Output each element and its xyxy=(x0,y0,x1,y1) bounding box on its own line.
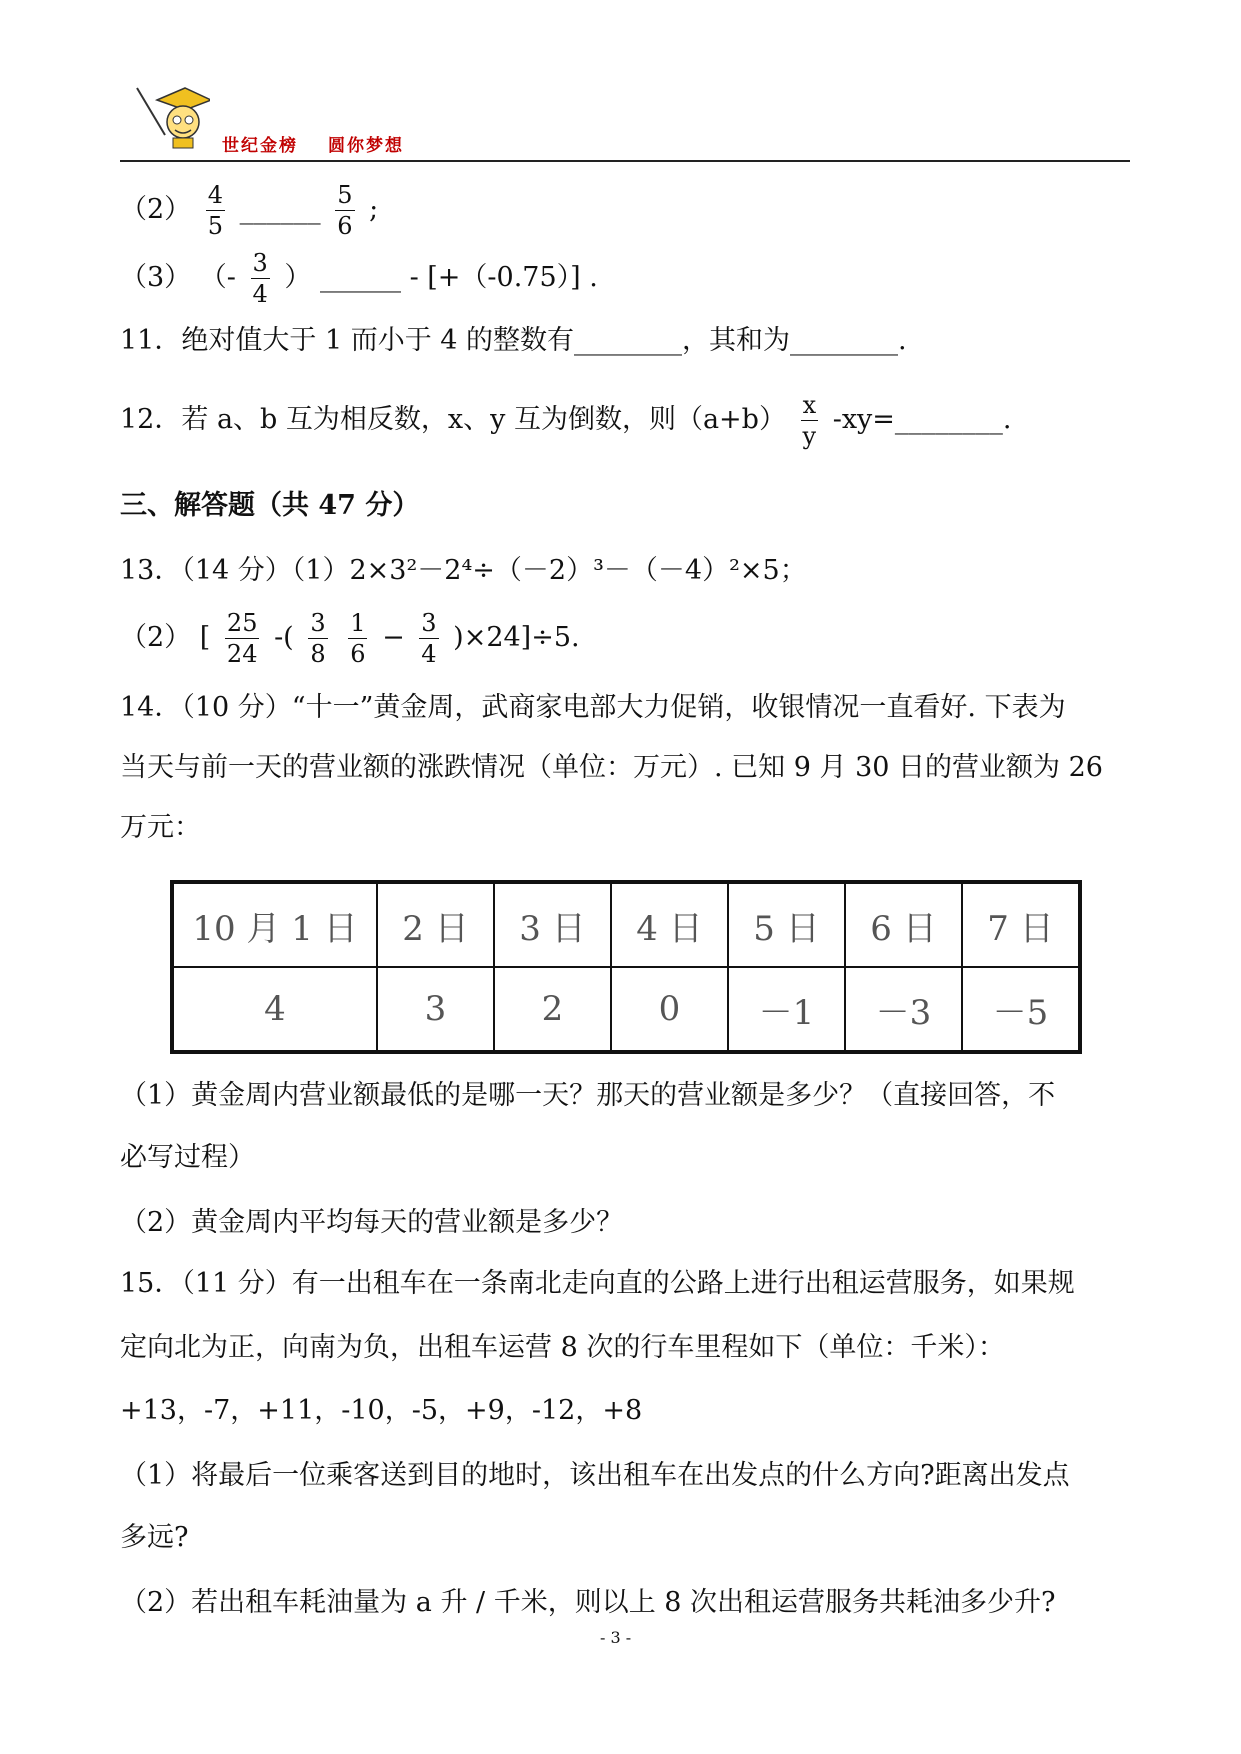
fraction: $\frac{4}{5}$ xyxy=(207,181,224,240)
fraction: $\frac{25}{24}$ xyxy=(226,609,258,668)
table-cell: 6 日 xyxy=(845,882,962,967)
table-header-row xyxy=(172,882,1080,967)
table-cell: 7 日 xyxy=(962,882,1080,967)
table-cell: 2 xyxy=(494,967,611,1052)
question-13-part1: 13．（14 分）（1）2×3²－2⁴÷（－2）³－（－4）²×5； xyxy=(120,555,807,586)
header-rule xyxy=(120,160,1130,162)
table-cell: －1 xyxy=(728,967,845,1052)
fraction: $\frac{3}{4}$ xyxy=(252,249,268,308)
question-14-sub1-line2: 必写过程） xyxy=(120,1142,255,1173)
table-cell: 0 xyxy=(611,967,728,1052)
question-14-line1: 14．（10 分）“十一”黄金周，武商家电部大力促销，收银情况一直看好. 下表为 xyxy=(120,692,1066,723)
table-cell: 2 日 xyxy=(377,882,494,967)
table-cell: 4 xyxy=(172,967,377,1052)
fraction: $\frac{3}{8}$ xyxy=(310,609,326,668)
q10-part3: （3） （- $\frac{3}{4}$ ） ______ - [+（-0.75）] . xyxy=(120,249,598,308)
fraction: $\frac{5}{6}$ xyxy=(337,181,353,240)
q10-p2-label: （2） xyxy=(120,194,192,225)
question-15-line1: 15．（11 分）有一出租车在一条南北走向直的公路上进行出租运营服务，如果规 xyxy=(120,1268,1075,1299)
table-cell: 3 xyxy=(377,967,494,1052)
table-cell: －5 xyxy=(962,967,1080,1052)
slogan-left: 世纪金榜 xyxy=(222,136,298,156)
page-number: - 3 - xyxy=(600,1628,632,1647)
table-cell: －3 xyxy=(845,967,962,1052)
question-15-sub1-line1: （1）将最后一位乘客送到目的地时，该出租车在出发点的什么方向?距离出发点 xyxy=(120,1460,1070,1491)
cartoon-doctor-logo-icon xyxy=(135,80,210,150)
slogan-right: 圆你梦想 xyxy=(328,136,404,156)
sales-change-table xyxy=(170,880,1082,1054)
question-14-line3: 万元： xyxy=(120,812,201,843)
question-15-line3: +13，-7，+11，-10，-5，+9，-12，+8 xyxy=(120,1395,643,1426)
table-cell: 3 日 xyxy=(494,882,611,967)
answer-blank: ______ xyxy=(239,194,321,225)
table-cell: 4 日 xyxy=(611,882,728,967)
fraction: $\frac{x}{y}$ xyxy=(802,391,817,450)
answer-blank: ______ xyxy=(319,262,401,293)
question-12: 12．若 a、b 互为相反数，x、y 互为倒数，则（a+b） $\frac{x}{y}$ -xy=________. xyxy=(120,391,1012,450)
section-title: 三、解答题（共 47 分） xyxy=(120,490,420,521)
question-14-sub2: （2）黄金周内平均每天的营业额是多少？ xyxy=(120,1207,624,1238)
fraction: $\frac{3}{4}$ xyxy=(421,609,437,668)
question-15-line2: 定向北为正，向南为负，出租车运营 8 次的行车里程如下（单位：千米）： xyxy=(120,1332,1005,1363)
question-14-line2: 当天与前一天的营业额的涨跌情况（单位：万元）. 已知 9 月 30 日的营业额为 26 xyxy=(120,752,1103,783)
question-14-sub1-line1: （1）黄金周内营业额最低的是哪一天？那天的营业额是多少？（直接回答，不 xyxy=(120,1080,1056,1111)
question-11: 11．绝对值大于 1 而小于 4 的整数有________，其和为________. xyxy=(120,325,907,356)
fraction: $\frac{1}{6}$ xyxy=(350,609,366,668)
question-15-sub1-line2: 多远? xyxy=(120,1522,189,1553)
question-15-sub2: （2）若出租车耗油量为 a 升 / 千米，则以上 8 次出租运营服务共耗油多少升? xyxy=(120,1587,1056,1618)
table-cell: 5 日 xyxy=(728,882,845,967)
question-13-part2: （2） [ $\frac{25}{24}$ -( $\frac{3}{8}$ $\frac{1}{6}$ − $\frac{3}{4}$ )×24]÷5. xyxy=(120,609,580,668)
q10-part2: （2） $\frac{4}{5}$ ______ $\frac{5}{6}$ ; xyxy=(120,181,379,240)
table-row xyxy=(172,967,1080,1052)
q10-p3-label: （3） xyxy=(120,262,192,293)
table-cell: 10 月 1 日 xyxy=(172,882,377,967)
